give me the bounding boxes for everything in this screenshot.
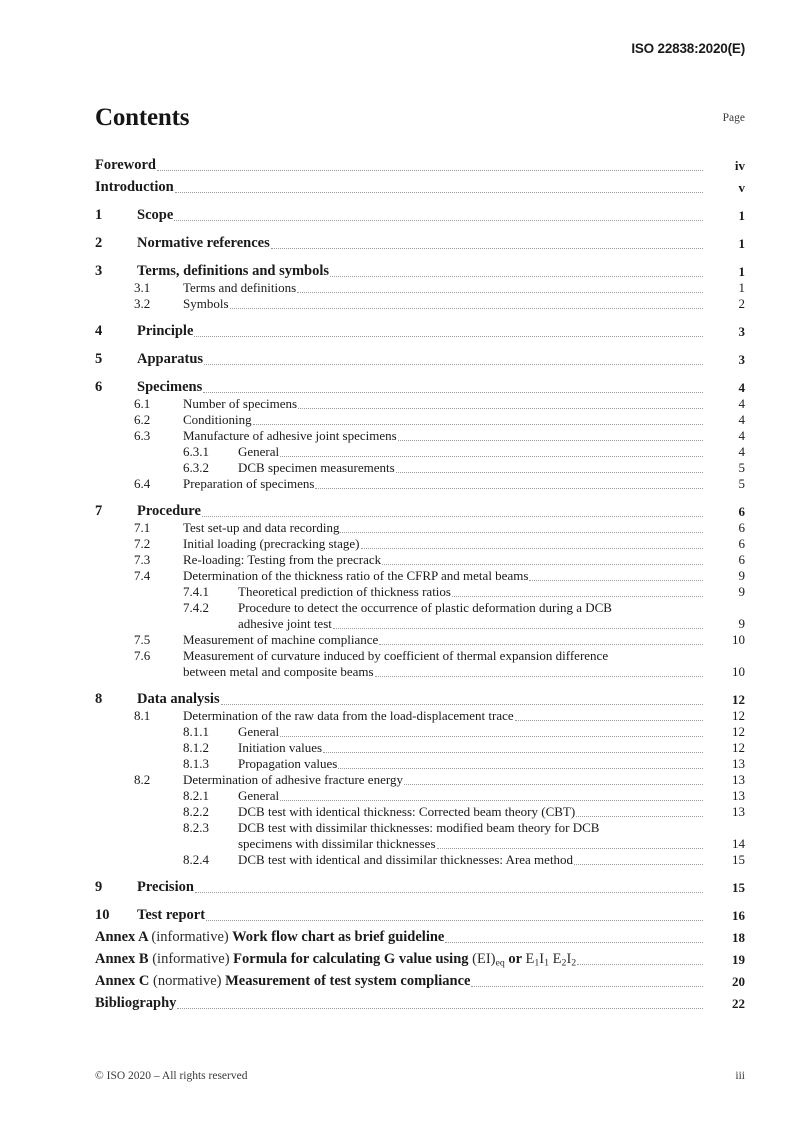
formula-e2-subscript: 2 bbox=[561, 957, 567, 968]
toc-entry-annex-b[interactable] bbox=[95, 946, 745, 968]
leader-dots bbox=[175, 191, 703, 193]
contents-title-row bbox=[95, 104, 745, 132]
toc-entry-label bbox=[95, 929, 444, 946]
toc-entry-number: 8.2.1 bbox=[183, 788, 209, 803]
toc-entry-number: 4 bbox=[95, 323, 103, 339]
toc-entry-label: Procedure to detect the occurrence of plastic deformation during a DCB bbox=[238, 600, 612, 615]
toc-entry-clause-8-1[interactable] bbox=[95, 708, 745, 724]
toc-entry-number: 7.1 bbox=[134, 520, 151, 535]
toc-entry-clause-8-1-1[interactable] bbox=[95, 724, 745, 740]
toc-entry-page: 14 bbox=[732, 836, 745, 851]
toc-entry-number: 1 bbox=[95, 207, 103, 223]
toc-entry-page: 6 bbox=[738, 504, 745, 519]
toc-entry-label: Introduction bbox=[95, 179, 174, 195]
toc-entry-page: 9 bbox=[738, 616, 745, 631]
toc-entry-number: 6.1 bbox=[134, 396, 151, 411]
annex-title: Formula for calculating G value using bbox=[233, 950, 469, 967]
toc-entry-label-continued: specimens with dissimilar thicknesses bbox=[238, 836, 436, 851]
toc-entry-annex-a[interactable] bbox=[95, 924, 745, 946]
toc-entry-page: 12 bbox=[732, 724, 745, 739]
toc-entry-clause-8-2-1[interactable] bbox=[95, 788, 745, 804]
leader-dots bbox=[280, 799, 703, 801]
toc-entry-number: 8.2 bbox=[134, 772, 151, 787]
toc-entry-label: Bibliography bbox=[95, 995, 177, 1011]
toc-entry-page: 15 bbox=[732, 852, 745, 867]
toc-entry-number: 8.1 bbox=[134, 708, 151, 723]
toc-entry-label: DCB specimen measurements bbox=[238, 460, 395, 475]
toc-entry-label: Specimens bbox=[137, 379, 203, 395]
toc-entry-page: 4 bbox=[738, 444, 745, 459]
toc-entry-page: v bbox=[738, 180, 745, 195]
formula-i1: I bbox=[539, 950, 545, 967]
toc-entry-label: Theoretical prediction of thickness ratios bbox=[238, 584, 451, 599]
toc-entry-label: Re-loading: Testing from the precrack bbox=[183, 552, 382, 567]
toc-entry-number: 7.6 bbox=[134, 648, 151, 663]
toc-entry-page: 16 bbox=[732, 908, 745, 923]
toc-entry-label: Procedure bbox=[137, 503, 201, 519]
toc-entry-page: 12 bbox=[732, 692, 745, 707]
toc-entry-page: 13 bbox=[732, 804, 745, 819]
toc-entry-number: 8.1.1 bbox=[183, 724, 209, 739]
toc-entry-clause-7[interactable] bbox=[95, 498, 745, 520]
toc-entry-clause-8[interactable] bbox=[95, 686, 745, 708]
toc-entry-page: 5 bbox=[738, 476, 745, 491]
toc-entry-clause-6-3-2[interactable] bbox=[95, 460, 745, 476]
leader-dots bbox=[297, 291, 703, 293]
annex-formula-eq bbox=[472, 951, 505, 967]
page-column-header: Page bbox=[722, 112, 745, 124]
toc-entry-label: Test set-up and data recording bbox=[183, 520, 340, 535]
toc-entry-clause-2[interactable] bbox=[95, 230, 745, 252]
toc-entry-page: iv bbox=[734, 158, 745, 173]
toc-entry-label: Conditioning bbox=[183, 412, 252, 427]
toc-entry-clause-6[interactable] bbox=[95, 374, 745, 396]
toc-entry-number: 7.2 bbox=[134, 536, 151, 551]
toc-entry-clause-8-2-3[interactable] bbox=[95, 820, 745, 852]
toc-entry-introduction[interactable] bbox=[95, 174, 745, 196]
toc-entry-label: General bbox=[238, 444, 280, 459]
toc-entry-label: General bbox=[238, 788, 280, 803]
leader-dots bbox=[330, 275, 703, 277]
toc-entry-label: Determination of the raw data from the load-displacement trace bbox=[183, 708, 514, 723]
toc-entry-number: 3.2 bbox=[134, 296, 151, 311]
toc-entry-clause-6-4[interactable] bbox=[95, 476, 745, 492]
toc-entry-clause-7-2[interactable] bbox=[95, 536, 745, 552]
toc-entry-label: Manufacture of adhesive joint specimens bbox=[183, 428, 397, 443]
leader-dots bbox=[204, 363, 703, 365]
leader-dots bbox=[230, 307, 703, 309]
toc-entry-number: 6.2 bbox=[134, 412, 151, 427]
toc-entry-page: 6 bbox=[738, 520, 745, 535]
leader-dots bbox=[221, 703, 703, 705]
leader-dots bbox=[253, 423, 703, 425]
toc-entry-page: 6 bbox=[738, 552, 745, 567]
toc-entry-page: 9 bbox=[738, 568, 745, 583]
toc-entry-label bbox=[95, 973, 470, 990]
annex-name: Annex B bbox=[95, 950, 149, 967]
leader-dots bbox=[298, 407, 703, 409]
toc-entry-page: 1 bbox=[738, 208, 745, 223]
toc-entry-page: 5 bbox=[738, 460, 745, 475]
toc-entry-number: 6.3.2 bbox=[183, 460, 209, 475]
toc-entry-label: Symbols bbox=[183, 296, 229, 311]
formula-i2-subscript: 2 bbox=[571, 957, 577, 968]
annex-type: (normative) bbox=[153, 973, 222, 989]
formula-i2: I bbox=[566, 950, 572, 967]
toc-entry-number: 8.2.3 bbox=[183, 820, 209, 835]
toc-entry-page: 4 bbox=[738, 380, 745, 395]
toc-entry-page: 15 bbox=[732, 880, 745, 895]
leader-dots bbox=[333, 627, 703, 629]
leader-dots bbox=[375, 675, 703, 677]
toc-entry-clause-5[interactable] bbox=[95, 346, 745, 368]
toc-entry-clause-1[interactable] bbox=[95, 202, 745, 224]
toc-entry-page: 4 bbox=[738, 396, 745, 411]
toc-entry-label bbox=[95, 951, 576, 968]
toc-entry-clause-3-2[interactable] bbox=[95, 296, 745, 312]
leader-dots bbox=[437, 847, 703, 849]
toc-entry-page: 1 bbox=[738, 236, 745, 251]
toc-entry-label: Terms, definitions and symbols bbox=[137, 263, 330, 279]
toc-entry-label: Terms and definitions bbox=[183, 280, 297, 295]
formula-i1-subscript: 1 bbox=[544, 957, 550, 968]
toc-entry-number: 7 bbox=[95, 503, 103, 519]
toc-entry-clause-7-6[interactable] bbox=[95, 648, 745, 680]
toc-entry-clause-8-2[interactable] bbox=[95, 772, 745, 788]
toc-entry-number: 8.2.2 bbox=[183, 804, 209, 819]
leader-dots bbox=[203, 391, 703, 393]
copyright-notice: © ISO 2020 – All rights reserved bbox=[95, 1070, 248, 1082]
toc-entry-label: Normative references bbox=[137, 235, 270, 251]
toc-entry-number: 7.3 bbox=[134, 552, 151, 567]
toc-entry-number: 10 bbox=[95, 907, 110, 923]
toc-entry-page: 6 bbox=[738, 536, 745, 551]
toc-entry-clause-7-1[interactable] bbox=[95, 520, 745, 536]
toc-entry-number: 7.4 bbox=[134, 568, 151, 583]
toc-entry-page: 1 bbox=[738, 264, 745, 279]
toc-entry-label: Foreword bbox=[95, 157, 156, 173]
toc-entry-label: Principle bbox=[137, 323, 194, 339]
annex-type: (informative) bbox=[151, 929, 229, 945]
toc-entry-page: 4 bbox=[738, 412, 745, 427]
leader-dots bbox=[194, 335, 703, 337]
toc-entry-clause-8-1-3[interactable] bbox=[95, 756, 745, 772]
toc-entry-page: 13 bbox=[732, 772, 745, 787]
toc-entry-label: DCB test with dissimilar thicknesses: modified beam theory for DCB bbox=[238, 820, 600, 835]
toc-entry-foreword[interactable] bbox=[95, 152, 745, 174]
toc-entry-page: 12 bbox=[732, 708, 745, 723]
toc-entry-number: 2 bbox=[95, 235, 103, 251]
toc-entry-number: 7.5 bbox=[134, 632, 151, 647]
toc-entry-page: 12 bbox=[732, 740, 745, 755]
toc-entry-label: Preparation of specimens bbox=[183, 476, 315, 491]
leader-dots bbox=[315, 487, 703, 489]
toc-entry-number: 7.4.2 bbox=[183, 600, 209, 615]
leader-dots bbox=[340, 531, 703, 533]
toc-entry-number: 3.1 bbox=[134, 280, 151, 295]
toc-entry-number: 6 bbox=[95, 379, 103, 395]
annex-name: Annex C bbox=[95, 973, 150, 989]
toc-entry-label: Number of specimens bbox=[183, 396, 298, 411]
toc-entry-page: 20 bbox=[732, 974, 745, 989]
toc-entry-label-continued: between metal and composite beams bbox=[183, 664, 374, 679]
leader-dots bbox=[271, 247, 703, 249]
leader-dots bbox=[404, 783, 703, 785]
leader-dots bbox=[515, 719, 703, 721]
toc-entry-clause-7-4-2[interactable] bbox=[95, 600, 745, 632]
leader-dots bbox=[529, 579, 703, 581]
toc-entry-clause-8-1-2[interactable] bbox=[95, 740, 745, 756]
toc-entry-label: Initiation values bbox=[238, 740, 323, 755]
table-of-contents bbox=[95, 152, 745, 1012]
toc-entry-label: Initial loading (precracking stage) bbox=[183, 536, 360, 551]
leader-dots bbox=[206, 919, 703, 921]
toc-entry-page: 19 bbox=[732, 952, 745, 967]
annex-formula-conjunction: or bbox=[508, 950, 522, 967]
toc-entry-clause-6-1[interactable] bbox=[95, 396, 745, 412]
toc-entry-page: 10 bbox=[732, 664, 745, 679]
toc-entry-label: DCB test with identical and dissimilar thicknesses: Area method bbox=[238, 852, 574, 867]
leader-dots bbox=[280, 735, 703, 737]
toc-entry-page: 2 bbox=[738, 296, 745, 311]
toc-entry-page: 3 bbox=[738, 324, 745, 339]
annex-type: (informative) bbox=[152, 950, 230, 967]
toc-entry-number: 8.2.4 bbox=[183, 852, 209, 867]
toc-entry-label: Apparatus bbox=[137, 351, 204, 367]
toc-entry-label: Measurement of machine compliance bbox=[183, 632, 379, 647]
leader-dots bbox=[177, 1007, 703, 1009]
toc-entry-clause-6-3[interactable] bbox=[95, 428, 745, 444]
toc-entry-number: 9 bbox=[95, 879, 103, 895]
toc-entry-clause-7-3[interactable] bbox=[95, 552, 745, 568]
toc-entry-page: 22 bbox=[732, 996, 745, 1011]
toc-entry-label-continued: adhesive joint test bbox=[238, 616, 332, 631]
leader-dots bbox=[202, 515, 703, 517]
annex-title: Measurement of test system compliance bbox=[225, 973, 471, 989]
toc-entry-number: 3 bbox=[95, 263, 103, 279]
toc-entry-number: 8.1.3 bbox=[183, 756, 209, 771]
toc-entry-clause-3[interactable] bbox=[95, 258, 745, 280]
leader-dots bbox=[382, 563, 703, 565]
toc-entry-page: 10 bbox=[732, 632, 745, 647]
toc-entry-label: Determination of the thickness ratio of the CFRP and metal beams bbox=[183, 568, 529, 583]
toc-entry-clause-8-2-4[interactable] bbox=[95, 852, 745, 868]
leader-dots bbox=[576, 815, 703, 817]
leader-dots bbox=[280, 455, 703, 457]
toc-entry-clause-4[interactable] bbox=[95, 318, 745, 340]
page-title: Contents bbox=[95, 104, 190, 131]
toc-entry-clause-3-1[interactable] bbox=[95, 280, 745, 296]
page-footer bbox=[95, 1070, 745, 1082]
leader-dots bbox=[398, 439, 703, 441]
toc-entry-clause-10[interactable] bbox=[95, 902, 745, 924]
annex-formula-terms bbox=[525, 951, 576, 967]
formula-e1-subscript: 1 bbox=[534, 957, 540, 968]
toc-entry-label: Scope bbox=[137, 207, 174, 223]
leader-dots bbox=[323, 751, 703, 753]
toc-entry-number: 7.4.1 bbox=[183, 584, 209, 599]
leader-dots bbox=[195, 891, 703, 893]
toc-entry-label: Precision bbox=[137, 879, 194, 895]
toc-entry-clause-8-2-2[interactable] bbox=[95, 804, 745, 820]
annex-title: Work flow chart as brief guideline bbox=[232, 929, 445, 945]
annex-name: Annex A bbox=[95, 929, 148, 945]
toc-entry-bibliography[interactable] bbox=[95, 990, 745, 1012]
running-header-standard-ref: ISO 22838:2020(E) bbox=[631, 41, 745, 56]
leader-dots bbox=[445, 941, 703, 943]
toc-entry-clause-6-2[interactable] bbox=[95, 412, 745, 428]
toc-entry-page: 18 bbox=[732, 930, 745, 945]
formula-e2: E bbox=[552, 950, 562, 967]
toc-entry-label: Data analysis bbox=[137, 691, 220, 707]
formula-e1: E bbox=[525, 950, 535, 967]
leader-dots bbox=[574, 863, 703, 865]
leader-dots bbox=[452, 595, 703, 597]
leader-dots bbox=[577, 963, 703, 965]
leader-dots bbox=[379, 643, 703, 645]
toc-entry-clause-9[interactable] bbox=[95, 874, 745, 896]
toc-entry-label: DCB test with identical thickness: Corrected beam theory (CBT) bbox=[238, 804, 576, 819]
toc-entry-number: 6.4 bbox=[134, 476, 151, 491]
toc-entry-label: Determination of adhesive fracture energy bbox=[183, 772, 403, 787]
toc-entry-page: 9 bbox=[738, 584, 745, 599]
toc-entry-clause-7-5[interactable] bbox=[95, 632, 745, 648]
leader-dots bbox=[338, 767, 703, 769]
toc-entry-clause-6-3-1[interactable] bbox=[95, 444, 745, 460]
toc-entry-page: 13 bbox=[732, 788, 745, 803]
toc-entry-number: 8 bbox=[95, 691, 103, 707]
formula-ei: (EI) bbox=[472, 950, 496, 967]
toc-entry-number: 6.3.1 bbox=[183, 444, 209, 459]
leader-dots bbox=[471, 985, 703, 987]
toc-entry-number: 6.3 bbox=[134, 428, 151, 443]
leader-dots bbox=[361, 547, 703, 549]
leader-dots bbox=[157, 169, 703, 171]
toc-entry-page: 13 bbox=[732, 756, 745, 771]
leader-dots bbox=[174, 219, 703, 221]
toc-entry-label: General bbox=[238, 724, 280, 739]
toc-entry-label: Test report bbox=[137, 907, 206, 923]
page-folio: iii bbox=[735, 1070, 745, 1082]
toc-entry-page: 3 bbox=[738, 352, 745, 367]
toc-entry-label: Measurement of curvature induced by coefficient of thermal expansion difference bbox=[183, 648, 609, 663]
formula-ei-subscript: eq bbox=[495, 957, 505, 968]
toc-entry-page: 4 bbox=[738, 428, 745, 443]
toc-entry-page: 1 bbox=[738, 280, 745, 295]
toc-entry-clause-7-4-1[interactable] bbox=[95, 584, 745, 600]
toc-entry-annex-c[interactable] bbox=[95, 968, 745, 990]
leader-dots bbox=[396, 471, 703, 473]
toc-entry-number: 8.1.2 bbox=[183, 740, 209, 755]
toc-entry-label: Propagation values bbox=[238, 756, 338, 771]
toc-entry-clause-7-4[interactable] bbox=[95, 568, 745, 584]
toc-entry-number: 5 bbox=[95, 351, 103, 367]
